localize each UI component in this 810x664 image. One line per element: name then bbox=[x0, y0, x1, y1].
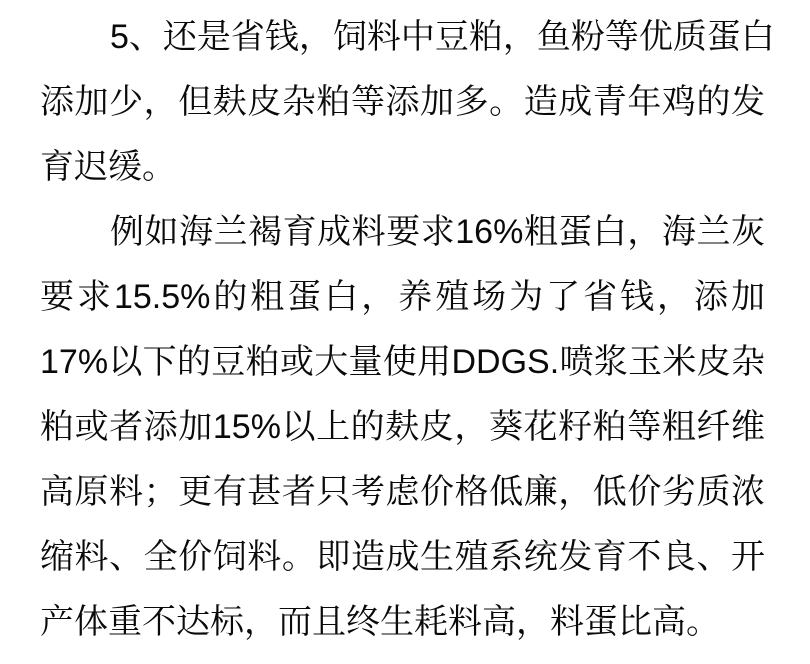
paragraph-2 bbox=[40, 200, 765, 655]
text-line: 粕或者添加15%以上的麸皮，葵花籽粕等粗纤维 bbox=[40, 408, 765, 446]
text-line: 17%以下的豆粕或大量使用DDGS.喷浆玉米皮杂 bbox=[40, 343, 765, 381]
text-line: 育迟缓。 bbox=[40, 148, 176, 186]
text-line: 产体重不达标，而且终生耗料高，料蛋比高。 bbox=[40, 603, 720, 641]
paragraph-1 bbox=[40, 5, 775, 200]
text-line: 高原料；更有甚者只考虑价格低廉，低价劣质浓 bbox=[40, 473, 765, 511]
text-line: 要求15.5%的粗蛋白，养殖场为了省钱，添加 bbox=[40, 278, 765, 316]
text-line: 例如海兰褐育成料要求16%粗蛋白，海兰灰 bbox=[110, 213, 765, 251]
text-line: 5、还是省钱，饲料中豆粕，鱼粉等优质蛋白 bbox=[110, 18, 775, 56]
text-line: 添加少，但麸皮杂粕等添加多。造成青年鸡的发 bbox=[40, 83, 765, 121]
text-line: 缩料、全价饲料。即造成生殖系统发育不良、开 bbox=[40, 538, 765, 576]
